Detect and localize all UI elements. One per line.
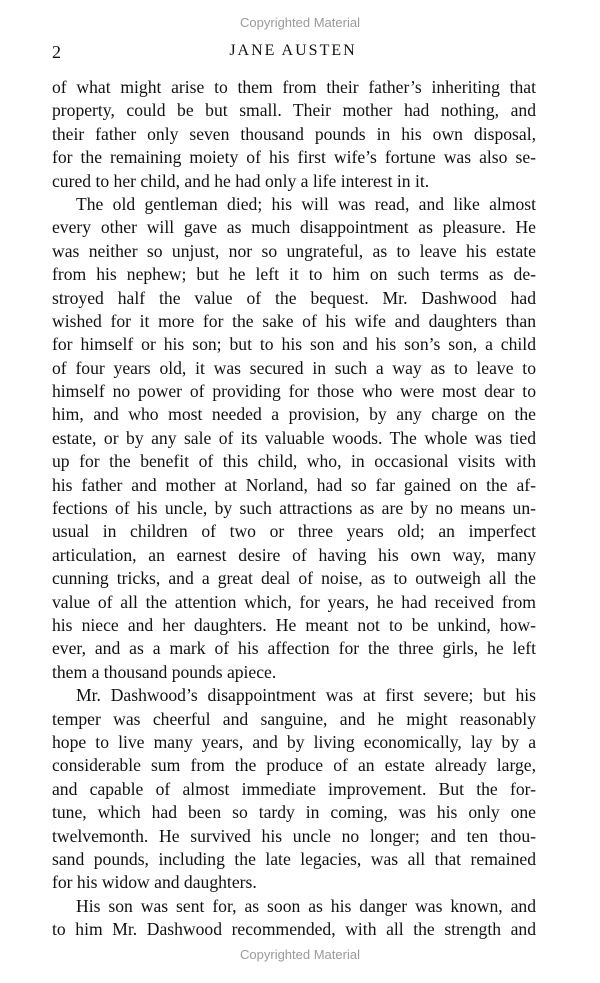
copyright-watermark-bottom: Copyrighted Material — [240, 947, 360, 962]
text-line: his father and mother at Norland, had so far gained on the af- — [52, 474, 536, 495]
text-line: cunning tricks, and a great deal of noise, as to outweigh all the — [52, 568, 536, 589]
body-text — [52, 76, 536, 941]
text-line: and capable of almost immediate improvement. But the for- — [52, 778, 536, 799]
text-line: twelvemonth. He survived his uncle no longer; and ten thou- — [52, 825, 536, 846]
text-line: their father only seven thousand pounds in his own disposal, — [52, 123, 536, 144]
text-line: articulation, an earnest desire of having his own way, many — [52, 544, 536, 565]
text-line: The old gentleman died; his will was read, and like almost — [76, 193, 536, 214]
running-title: JANE AUSTEN — [229, 42, 357, 59]
text-line: ever, and as a mark of his affection for the three girls, he left — [52, 638, 536, 659]
text-line: from his nephew; but he left it to him on such terms as de- — [52, 264, 536, 285]
text-line: considerable sum from the produce of an estate already large, — [52, 755, 536, 776]
text-line: value of all the attention which, for years, he had received from — [52, 591, 536, 612]
copyright-watermark-top: Copyrighted Material — [240, 15, 360, 30]
text-line: his niece and her daughters. He meant not to be unkind, how- — [52, 614, 536, 635]
text-line: up for the benefit of this child, who, in occasional visits with — [52, 451, 536, 472]
text-line: wished for it more for the sake of his wife and daughters than — [52, 310, 536, 331]
text-line: for the remaining moiety of his first wife’s fortune was also se- — [52, 147, 536, 168]
text-line: was neither so unjust, nor so ungrateful, as to leave his estate — [52, 240, 536, 261]
text-line: of what might arise to them from their father’s inheriting that — [52, 77, 536, 97]
page-header — [52, 42, 534, 64]
text-line: every other will gave as much disappointment as pleasure. He — [52, 217, 536, 238]
text-line: to him Mr. Dashwood recommended, with all the strength and — [52, 919, 536, 940]
text-line: His son was sent for, as soon as his danger was known, and — [76, 895, 536, 916]
text-line: him, and who most needed a provision, by any charge on the — [52, 404, 536, 425]
text-line: cured to her child, and he had only a life interest in it. — [52, 170, 430, 191]
page-number: 2 — [52, 42, 61, 62]
text-line: temper was cheerful and sanguine, and he might reasonably — [52, 708, 536, 729]
text-line: stroyed half the value of the bequest. Mr. Dashwood had — [52, 287, 536, 308]
text-line: for his widow and daughters. — [52, 872, 257, 893]
text-line: for himself or his son; but to his son and his son’s son, a child — [52, 334, 536, 355]
text-line: Mr. Dashwood’s disappointment was at first severe; but his — [76, 685, 536, 706]
text-line: them a thousand pounds apiece. — [52, 661, 277, 682]
text-line: sand pounds, including the late legacies, was all that remained — [52, 848, 536, 869]
text-line: hope to live many years, and by living economically, lay by a — [52, 731, 536, 752]
text-line: tune, which had been so tardy in coming, was his only one — [52, 802, 536, 823]
text-line: fections of his uncle, by such attractions as are by no means un- — [52, 498, 536, 519]
text-line: estate, or by any sale of its valuable woods. The whole was tied — [52, 427, 536, 448]
text-line: of four years old, it was secured in such a way as to leave to — [52, 357, 536, 378]
text-line: himself no power of providing for those who were most dear to — [52, 381, 536, 402]
text-line: usual in children of two or three years old; an imperfect — [52, 521, 536, 542]
text-line: property, could be but small. Their mother had nothing, and — [52, 100, 536, 121]
